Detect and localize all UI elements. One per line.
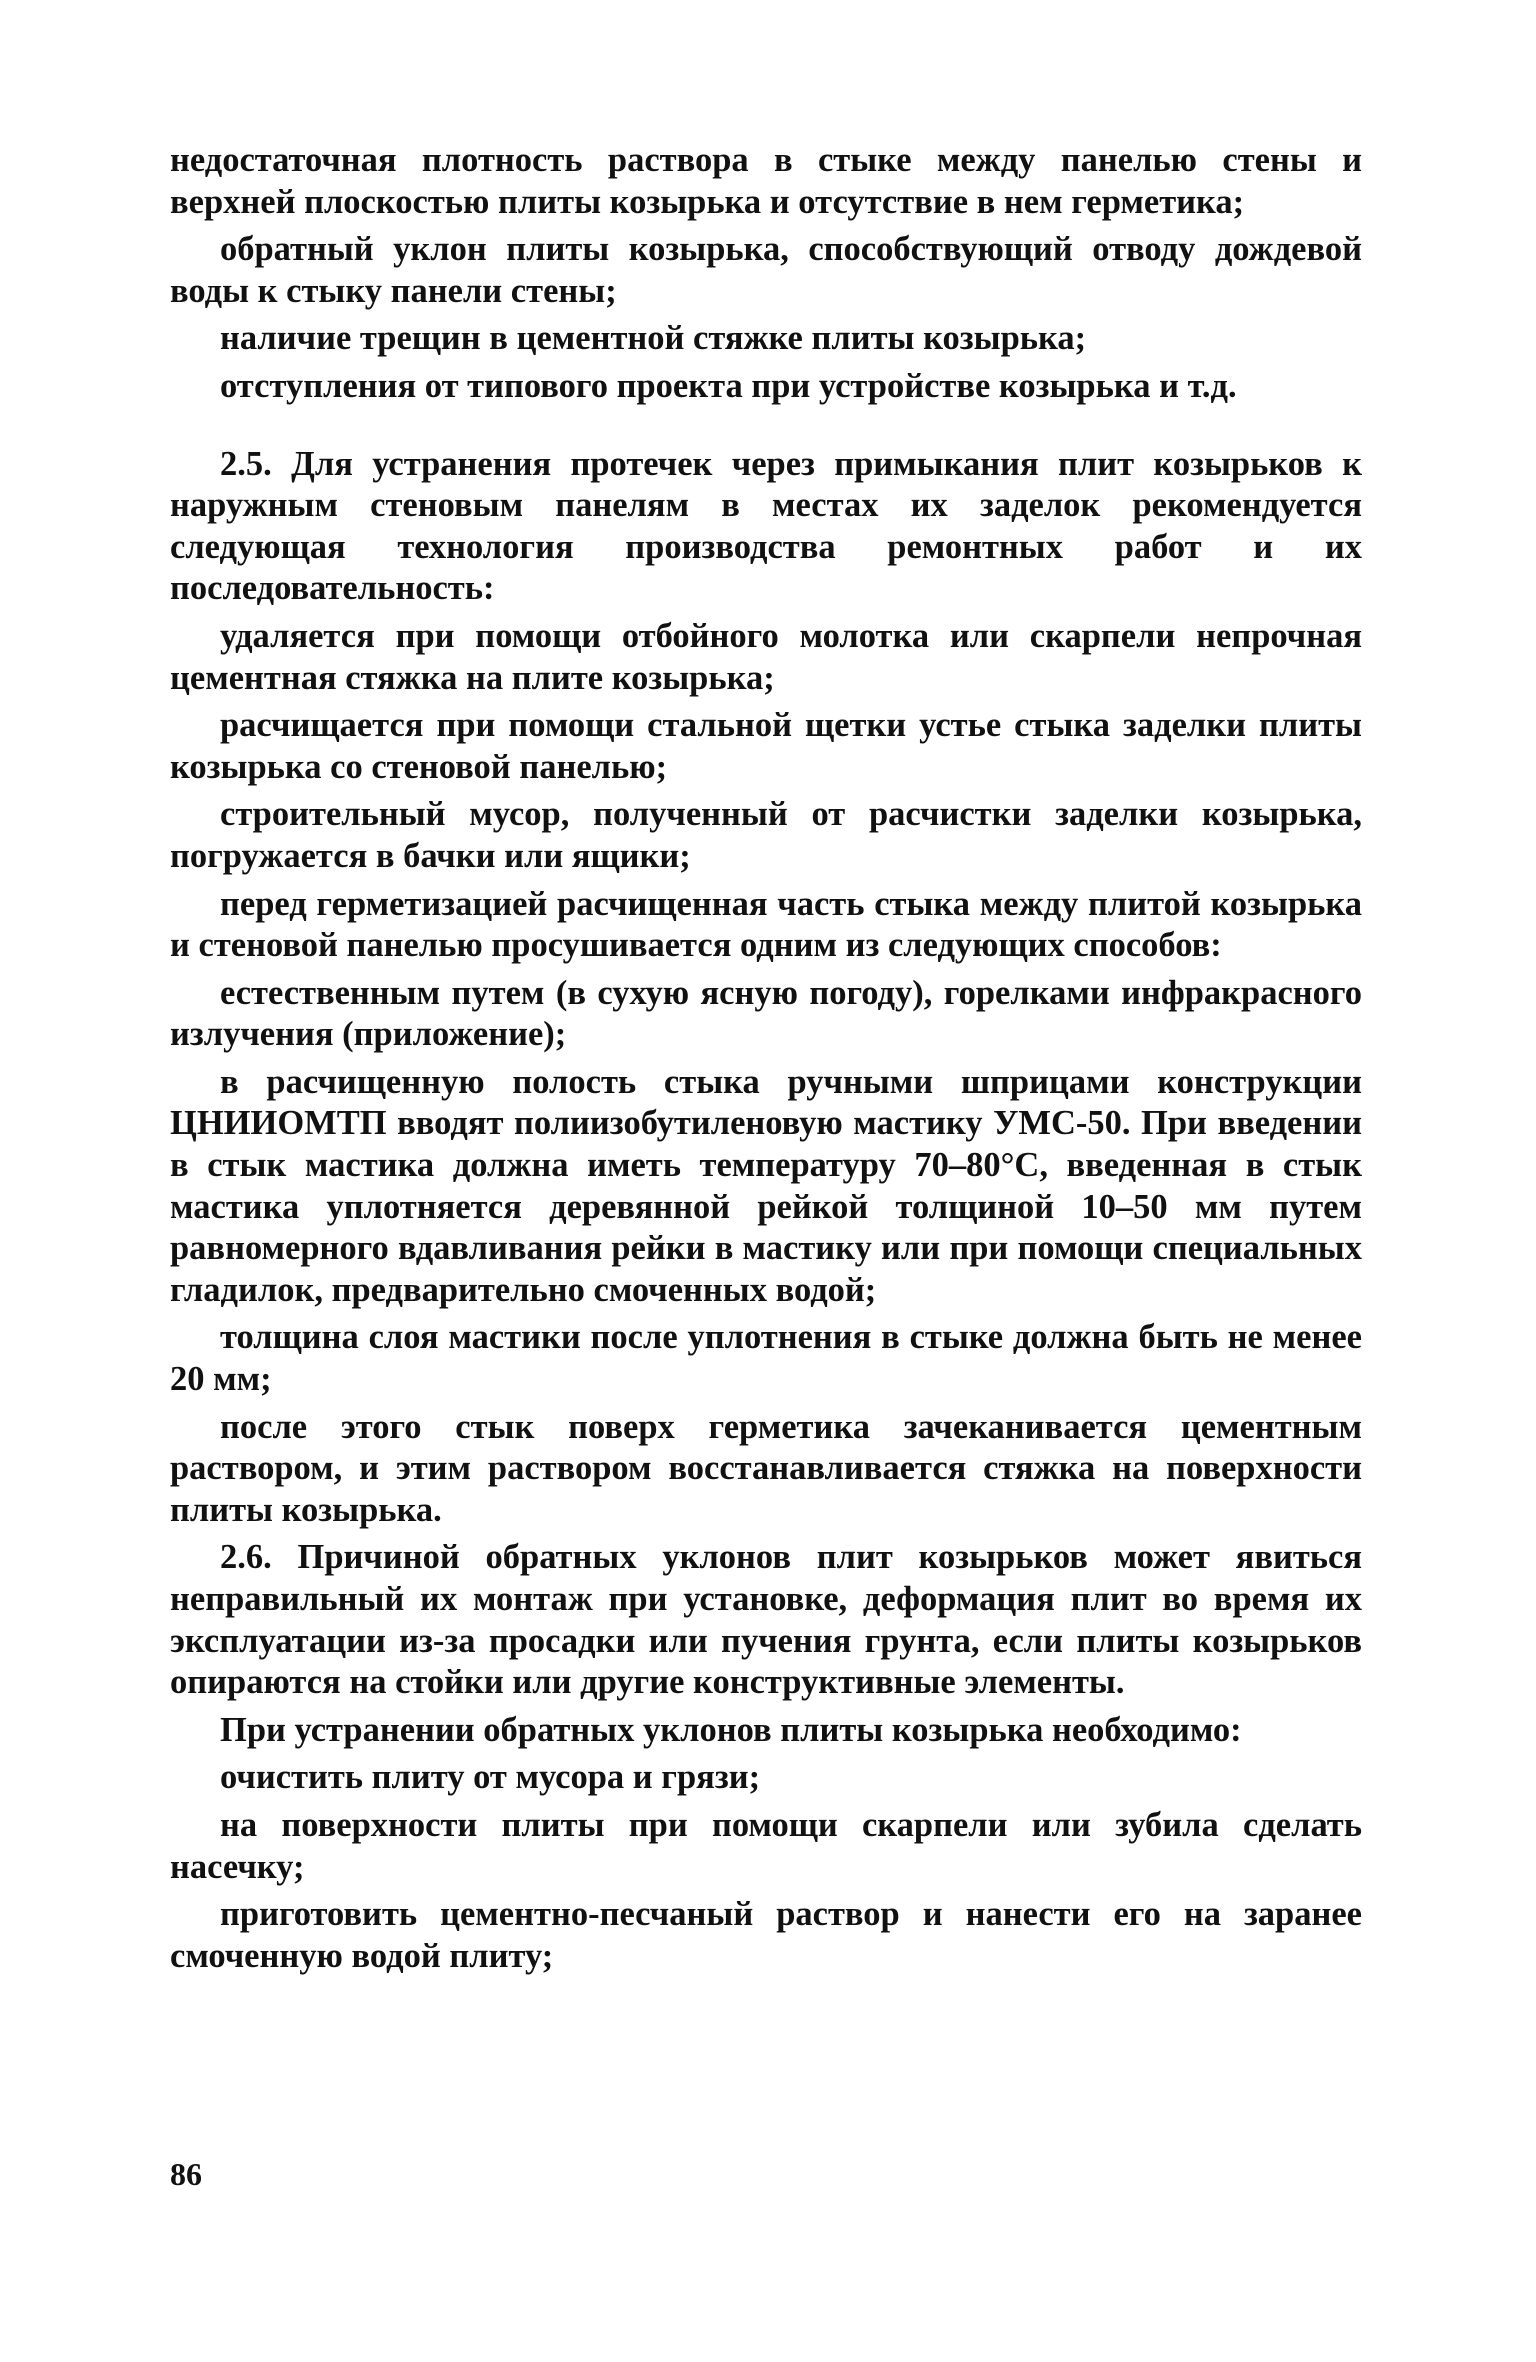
- paragraph-17: на поверхности плиты при помощи скарпели или зубила сделать насечку;: [170, 1805, 1362, 1886]
- page-body: [170, 140, 1362, 1983]
- paragraph-12: толщина слоя мастики после уплотнения в стыке должна быть не менее 20 мм;: [170, 1318, 1362, 1399]
- paragraph-13: после этого стык поверх герметика зачеканивается цементным раствором, и этим раствором восстанавливается стяжка на поверхности плиты козырька.: [170, 1407, 1362, 1529]
- paragraph-18: приготовить цементно-песчаный раствор и нанести его на заранее смоченную водой плиту;: [170, 1895, 1362, 1975]
- paragraph-4: отступления от типового проекта при устройстве козырька и т.д.: [220, 366, 1237, 405]
- paragraph-6: удаляется при помощи отбойного молотка или скарпели непрочная цементная стяжка на плите козырька;: [170, 616, 1362, 697]
- page-number: 86: [170, 2156, 202, 2192]
- paragraph-9: перед герметизацией расчищенная часть стыка между плитой козырька и стеновой панелью просушивается одним из следующих способов:: [170, 884, 1362, 965]
- paragraph-15: При устранении обратных уклонов плиты козырька необходимо:: [220, 1710, 1242, 1749]
- paragraph-16: очистить плиту от мусора и грязи;: [220, 1758, 761, 1797]
- paragraph-11: в расчищенную полость стыка ручными шприцами конструкции ЦНИИОМТП вводят полиизобутиленовую мастику УМС-50. При введении в стык мастика должна иметь температуру 70–80°С, введенная в стык мастика уплотняется деревянной рейкой толщиной 10–50 мм путем равномерного вдавливания рейки в мастику или при помощи специальных гладилок, предварительно смоченных водой;: [170, 1062, 1362, 1309]
- section-2-5: 2.5. Для устранения протечек через примыкания плит козырьков к наружным стеновым панелям в местах их заделок рекомендуется следующая технология производства ремонтных работ и их последовательность:: [170, 444, 1362, 608]
- paragraph-1: недостаточная плотность раствора в стыке между панелью стены и верхней плоскостью плиты козырька и отсутствие в нем герметика;: [170, 141, 1362, 221]
- paragraph-3: наличие трещин в цементной стяжке плиты козырька;: [220, 319, 1087, 358]
- paragraph-2: обратный уклон плиты козырька, способствующий отводу дождевой воды к стыку панели стены;: [170, 230, 1362, 310]
- paragraph-7: расчищается при помощи стальной щетки устье стыка заделки плиты козырька со стеновой панелью;: [170, 706, 1362, 786]
- section-2-6: 2.6. Причиной обратных уклонов плит козырьков может явиться неправильный их монтаж при установке, деформация плит во время их эксплуатации из-за просадки или пучения грунта, если плиты козырьков опираются на стойки или другие конструктивные элементы.: [170, 1538, 1362, 1702]
- paragraph-10: естественным путем (в сухую ясную погоду), горелками инфракрасного излучения (приложение);: [170, 973, 1362, 1054]
- paragraph-8: строительный мусор, полученный от расчистки заделки козырька, погружается в бачки или ящики;: [170, 795, 1362, 875]
